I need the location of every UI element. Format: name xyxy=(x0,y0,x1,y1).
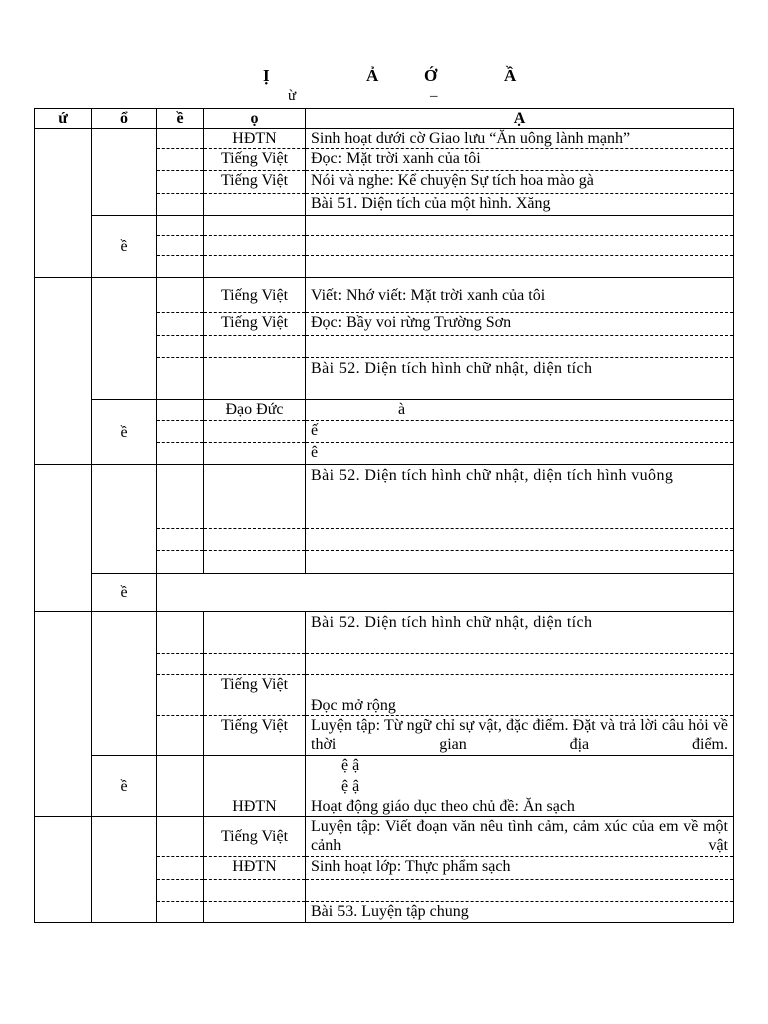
lesson-cell: Bài 52. Diện tích hình chữ nhật, diện tích xyxy=(306,358,734,400)
period-cell xyxy=(157,465,204,529)
session-cell-afternoon: ề xyxy=(92,756,157,817)
period-cell xyxy=(157,278,204,313)
lesson-cell: Bài 53. Luyện tập chung xyxy=(306,902,734,923)
table-row xyxy=(35,817,734,857)
table-row xyxy=(35,612,734,654)
period-cell xyxy=(157,612,204,654)
period-cell xyxy=(157,358,204,400)
table-row xyxy=(35,465,734,529)
lesson-cell: ệ ậ xyxy=(306,777,734,797)
col-header-period: ề xyxy=(157,109,204,129)
col-header-subject: ọ xyxy=(204,109,306,129)
lesson-cell: Hoạt động giáo dục theo chủ đề: Ăn sạch xyxy=(306,797,734,817)
period-cell xyxy=(157,149,204,171)
table-row xyxy=(35,216,734,236)
lesson-cell: Sinh hoạt dưới cờ Giao lưu “Ăn uông lành mạnh” xyxy=(306,129,734,149)
subject-cell xyxy=(204,194,306,216)
subtitle-part: ừ xyxy=(288,88,297,104)
table-row xyxy=(35,278,734,313)
day-cell xyxy=(35,465,92,612)
col-header-lesson: Ạ xyxy=(306,109,734,129)
subject-cell xyxy=(204,421,306,443)
period-cell xyxy=(157,817,204,857)
subject-cell xyxy=(204,236,306,256)
lesson-cell xyxy=(306,236,734,256)
session-cell-afternoon: ề xyxy=(92,574,157,612)
table-row xyxy=(35,756,734,777)
lesson-cell: Bài 51. Diện tích của một hình. Xăng xyxy=(306,194,734,216)
lesson-cell: ế xyxy=(306,421,734,443)
period-cell xyxy=(157,756,204,817)
period-cell xyxy=(157,256,204,278)
day-cell xyxy=(35,278,92,465)
lesson-cell: Sinh hoạt lớp: Thực phẩm sạch xyxy=(306,857,734,880)
day-cell xyxy=(35,612,92,817)
session-cell-afternoon: ề xyxy=(92,216,157,278)
subject-cell: Tiếng Việt xyxy=(204,675,306,716)
day-cell xyxy=(35,129,92,278)
subject-cell: HĐTN xyxy=(204,797,306,817)
lesson-cell xyxy=(306,256,734,278)
subject-cell: Tiếng Việt xyxy=(204,149,306,171)
subject-cell xyxy=(204,529,306,551)
page-subtitle xyxy=(0,88,768,108)
col-header-day: ứ xyxy=(35,109,92,129)
lesson-cell xyxy=(306,654,734,675)
subject-cell: Tiếng Việt xyxy=(204,313,306,336)
lesson-cell: Bài 52. Diện tích hình chữ nhật, diện tích hình vuông xyxy=(306,465,734,529)
subject-cell: Tiếng Việt xyxy=(204,278,306,313)
table-row xyxy=(35,400,734,421)
period-cell xyxy=(157,216,204,236)
period-cell xyxy=(157,443,204,465)
period-cell xyxy=(157,313,204,336)
session-cell-morning xyxy=(92,817,157,923)
subject-cell xyxy=(204,336,306,358)
period-cell xyxy=(157,129,204,149)
title-part: Ả xyxy=(366,66,379,85)
period-cell xyxy=(157,675,204,716)
afternoon-empty-cell xyxy=(157,574,734,612)
subject-cell xyxy=(204,756,306,777)
period-cell xyxy=(157,336,204,358)
day-cell xyxy=(35,817,92,923)
lesson-cell xyxy=(306,817,734,857)
period-cell xyxy=(157,880,204,902)
lesson-cell xyxy=(306,216,734,236)
subject-cell xyxy=(204,777,306,797)
lesson-cell: Đọc mở rộng xyxy=(306,675,734,716)
period-cell xyxy=(157,171,204,194)
session-cell-morning xyxy=(92,612,157,756)
lesson-cell: Đọc: Mặt trời xanh của tôi xyxy=(306,149,734,171)
period-cell xyxy=(157,236,204,256)
period-cell xyxy=(157,194,204,216)
page-title xyxy=(0,66,768,90)
subject-cell xyxy=(204,654,306,675)
subject-cell xyxy=(204,612,306,654)
title-part: Ầ xyxy=(504,66,517,85)
lesson-cell: Bài 52. Diện tích hình chữ nhật, diện tích xyxy=(306,612,734,654)
period-cell xyxy=(157,654,204,675)
lesson-cell: Nói và nghe: Kể chuyện Sự tích hoa mào gà xyxy=(306,171,734,194)
period-cell xyxy=(157,551,204,574)
subject-cell: HĐTN xyxy=(204,129,306,149)
schedule-table xyxy=(34,108,734,923)
period-cell xyxy=(157,529,204,551)
lesson-cell: ệ ậ xyxy=(306,756,734,777)
lesson-cell: ê xyxy=(306,443,734,465)
lesson-cell xyxy=(306,551,734,574)
period-cell xyxy=(157,857,204,880)
table-row xyxy=(35,574,734,612)
subject-cell xyxy=(204,551,306,574)
title-part: Ớ xyxy=(424,66,438,85)
period-cell xyxy=(157,400,204,421)
period-cell xyxy=(157,716,204,756)
lesson-text: Luyện tập: Viết đoạn văn nêu tình cảm, cảm xúc của em về một cảnh vật xyxy=(311,818,728,854)
col-header-session: ổ xyxy=(92,109,157,129)
lesson-cell xyxy=(306,336,734,358)
title-part: Ị xyxy=(263,66,270,85)
lesson-cell: Viết: Nhớ viết: Mặt trời xanh của tôi xyxy=(306,278,734,313)
subject-cell xyxy=(204,880,306,902)
session-cell-morning xyxy=(92,129,157,216)
table-header-row xyxy=(35,109,734,129)
subject-cell xyxy=(204,443,306,465)
subject-cell xyxy=(204,465,306,529)
lesson-cell xyxy=(306,529,734,551)
subject-cell: Tiếng Việt xyxy=(204,817,306,857)
subject-cell xyxy=(204,358,306,400)
lesson-cell: Đọc: Bầy voi rừng Trường Sơn xyxy=(306,313,734,336)
subject-cell: Đạo Đức xyxy=(204,400,306,421)
subtitle-part: – xyxy=(430,88,438,104)
session-cell-afternoon: ề xyxy=(92,400,157,465)
lesson-text: Luyện tập: Từ ngữ chỉ sự vật, đặc điểm. Đặt và trả lời câu hỏi về thời gian địa điểm. xyxy=(311,717,728,753)
subject-cell: Tiếng Việt xyxy=(204,716,306,756)
table-row xyxy=(35,129,734,149)
subject-cell xyxy=(204,902,306,923)
period-cell xyxy=(157,421,204,443)
subject-cell: Tiếng Việt xyxy=(204,171,306,194)
lesson-cell xyxy=(306,716,734,756)
lesson-cell xyxy=(306,880,734,902)
subject-cell xyxy=(204,256,306,278)
subject-cell xyxy=(204,216,306,236)
lesson-cell: à xyxy=(306,400,734,421)
session-cell-morning xyxy=(92,278,157,400)
session-cell-morning xyxy=(92,465,157,574)
subject-cell: HĐTN xyxy=(204,857,306,880)
period-cell xyxy=(157,902,204,923)
